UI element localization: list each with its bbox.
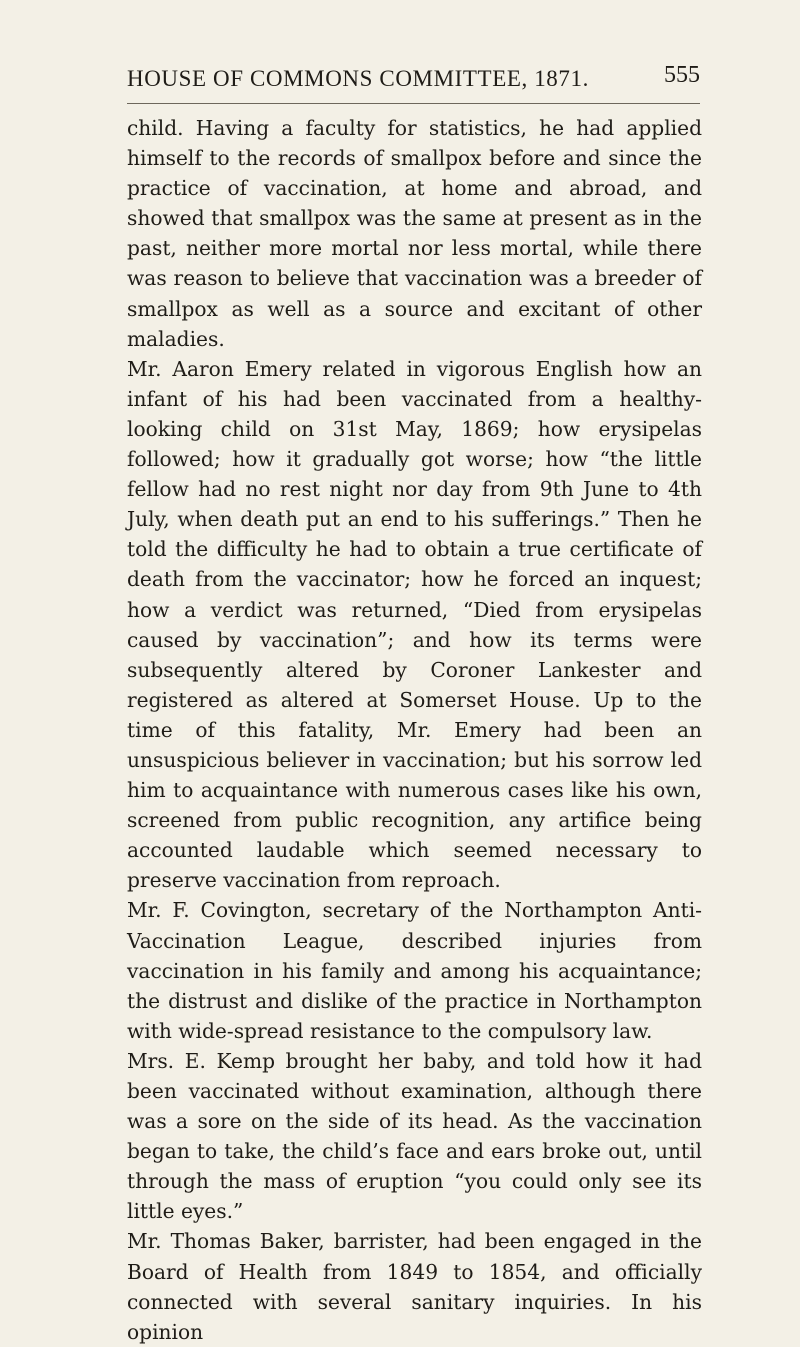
paragraph: Mr. F. Covington, secretary of the Northampton Anti-Vaccination League, described injuries from vaccination in his family and among his acquaintance; the distrust and dislike of the practice in Northampton with wide-spread resistance to the compulsory law. (127, 898, 702, 1043)
paragraph: Mr. Thomas Baker, barrister, had been engaged in the Board of Health from 1849 to 1854, and officially connected with several sanitary inquiries. In his opinion (127, 1229, 702, 1344)
paragraph: Mrs. E. Kemp brought her baby, and told how it had been vaccinated without examination, although there was a sore on the side of its head. As the vaccination began to take, the child’s face and ears broke out, until through the mass of eruption “you could only see its little eyes.” (127, 1048, 702, 1224)
header-rule (127, 103, 700, 104)
running-head (127, 62, 700, 106)
body-text (127, 113, 702, 1347)
paragraph: Mr. Aaron Emery related in vigorous English how an infant of his had been vaccinated from a healthy-looking child on 31st May, 1869; how erysipelas followed; how it gradually got worse; how “the little fellow had no rest night nor day from 9th June to 4th July, when death put an end to his sufferings.” Then he told the difficulty he had to obtain a true certificate of death from the vaccinator; how he forced an inquest; how a verdict was returned, “Died from erysipelas caused by vaccination”; and how its terms were subsequently altered by Coroner Lankester and registered as altered at Somerset House. Up to the time of this fatality, Mr. Emery had been an unsuspicious believer in vaccination; but his sorrow led him to acquaintance with numerous cases like his own, screened from public recognition, any artifice being accounted laudable which seemed necessary to preserve vaccination from reproach. (127, 356, 702, 893)
paragraph: child. Having a faculty for statistics, he had applied himself to the records of smallpox before and since the practice of vaccination, at home and abroad, and showed that smallpox was the same at present as in the past, neither more mortal nor less mortal, while there was reason to believe that vaccination was a breeder of smallpox as well as a source and excitant of other maladies. (127, 116, 702, 351)
page-number: 555 (664, 62, 700, 88)
running-title: HOUSE OF COMMONS COMMITTEE, 1871. (127, 66, 589, 91)
